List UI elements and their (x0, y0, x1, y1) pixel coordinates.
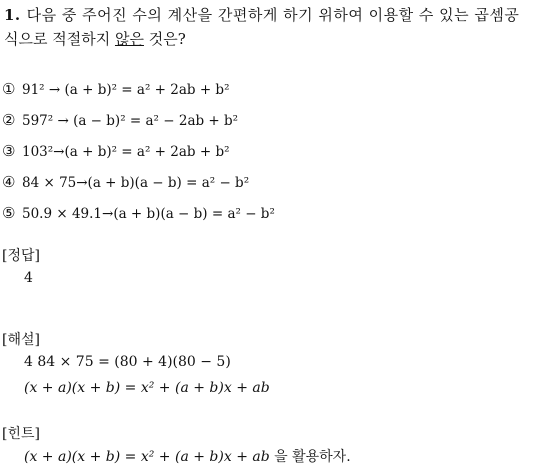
question-line-1 (4, 4, 519, 25)
hint-label: [힌트] (2, 426, 40, 442)
option-3-marker: ③ (2, 142, 16, 160)
hint-formula: (x + a)(x + b) = x² + (a + b)x + ab (24, 449, 270, 465)
question-text-1: 다음 중 주어진 수의 계산을 간편하게 하기 위하여 이용할 수 있는 곱셈공 (26, 6, 520, 24)
question-text-2b: 것은? (143, 30, 186, 48)
option-3[interactable] (2, 142, 230, 160)
question-line-2 (4, 28, 186, 49)
question-text-2a: 식으로 적절하지 (4, 30, 115, 48)
option-1-marker: ① (2, 80, 16, 98)
option-4-text: 84 × 75→(a + b)(a − b) = a² − b² (22, 175, 250, 191)
option-4-marker: ④ (2, 173, 16, 191)
option-3-text: 103²→(a + b)² = a² + 2ab + b² (22, 144, 230, 160)
answer-label: [정답] (2, 248, 40, 264)
option-5[interactable] (2, 204, 275, 222)
option-2-marker: ② (2, 111, 16, 129)
explanation-line-1: 4 84 × 75 = (80 + 4)(80 − 5) (24, 354, 231, 370)
question-number: 1. (4, 6, 21, 24)
explanation-label: [해설] (2, 332, 40, 348)
answer-value: 4 (24, 270, 33, 286)
hint-line (24, 446, 351, 466)
option-5-marker: ⑤ (2, 204, 16, 222)
option-1-text: 91² → (a + b)² = a² + 2ab + b² (22, 82, 230, 98)
option-1[interactable] (2, 80, 230, 98)
option-2[interactable] (2, 111, 238, 129)
option-4[interactable] (2, 173, 249, 191)
question-underlined-word: 않은 (114, 30, 144, 48)
explanation-line-2: (x + a)(x + b) = x² + (a + b)x + ab (24, 380, 270, 396)
option-5-text: 50.9 × 49.1→(a + b)(a − b) = a² − b² (22, 206, 275, 222)
option-2-text: 597² → (a − b)² = a² − 2ab + b² (22, 113, 239, 129)
hint-suffix: 을 활용하자. (269, 449, 351, 465)
